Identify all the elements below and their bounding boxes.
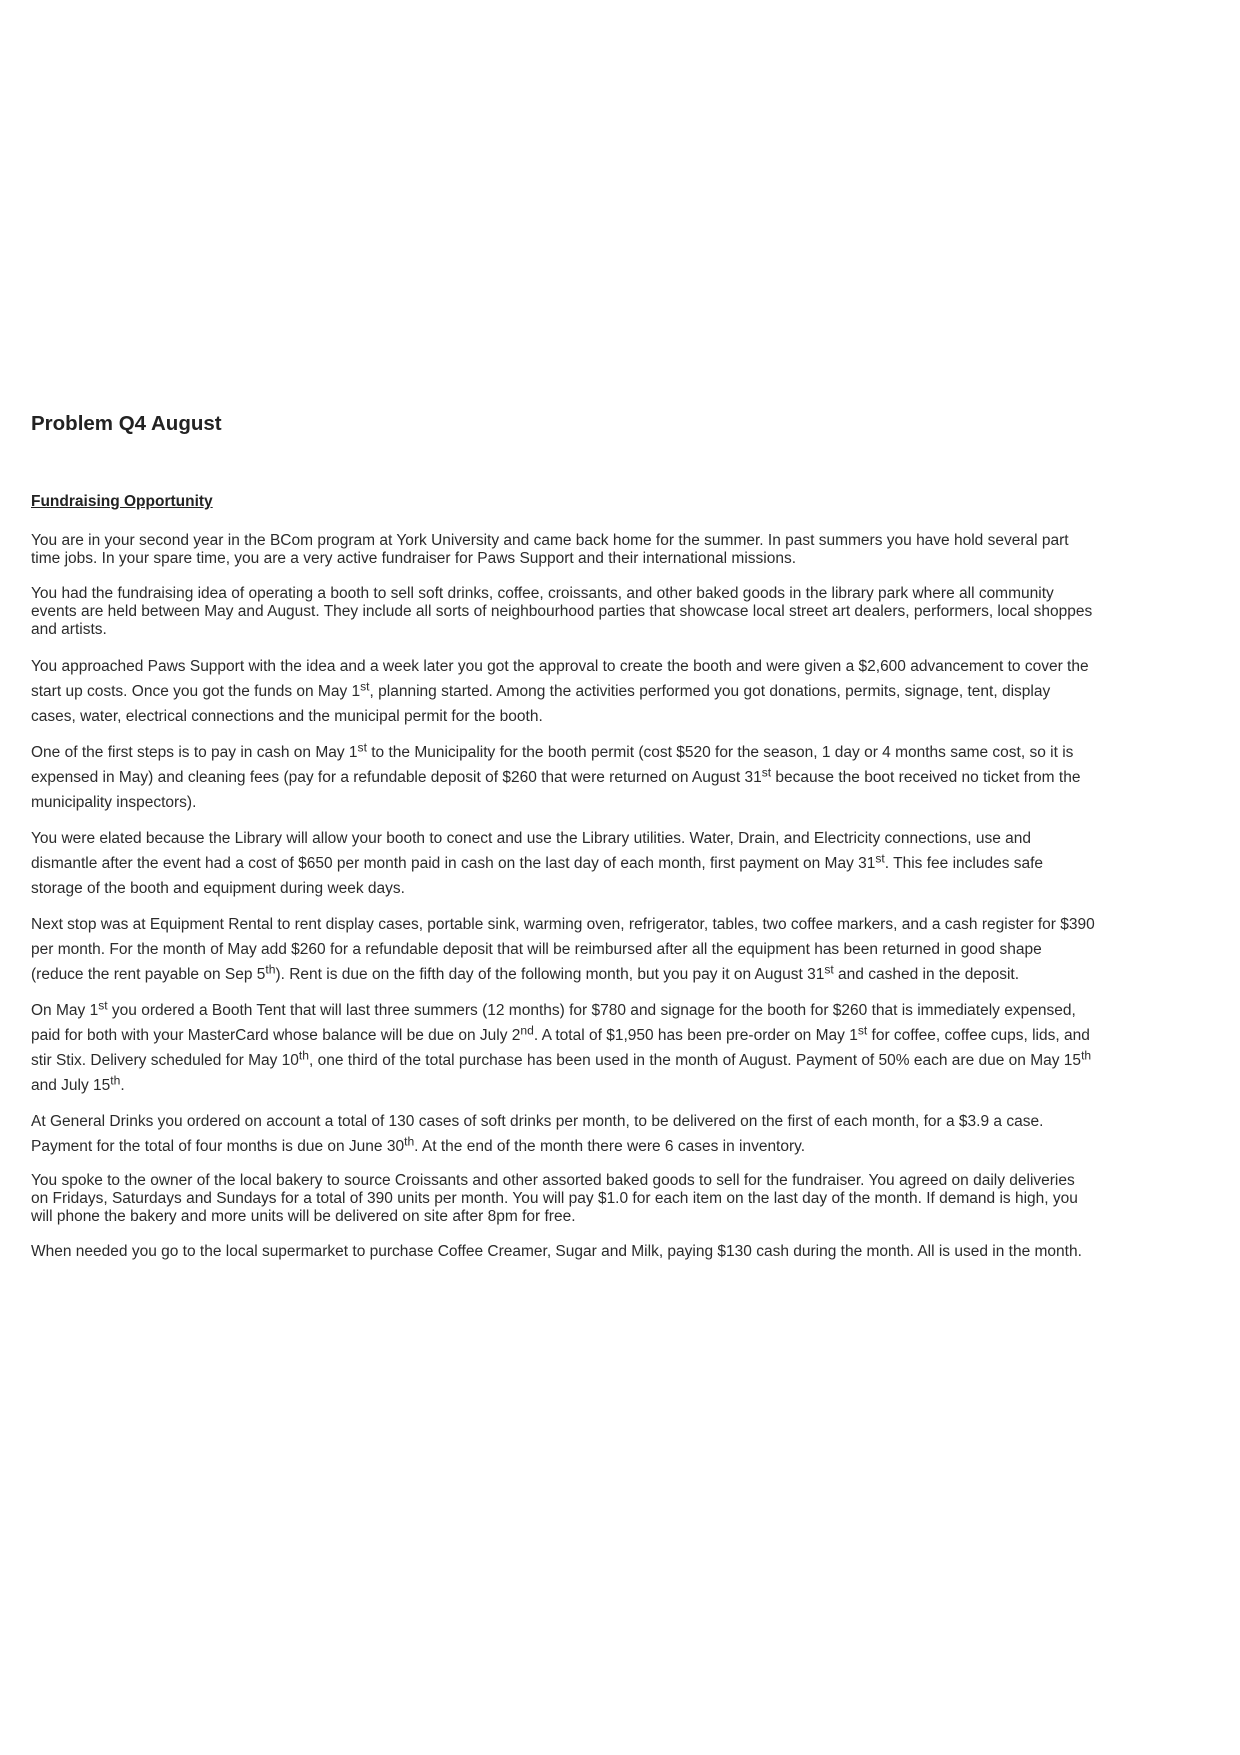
paragraph-booth-tent: On May 1st you ordered a Booth Tent that will last three summers (12 months) for $780 and signage for the booth for $260 that is immediately expensed, paid for both with your MasterCard whose balance will be due on July 2nd. A total of $1,950 has been pre-order on May 1st for coffee, coffee cups, lids, and stir Stix. Delivery scheduled for May 10th, one third of the total purchase has been used in the month of August. Payment of 50% each are due on May 15th and July 15th. bbox=[31, 998, 1092, 1094]
problem-text bbox=[31, 532, 1096, 1278]
paragraph-bakery: You spoke to the owner of the local bakery to source Croissants and other assorted baked goods to sell for the fundraiser. You agreed on daily deliveries on Fridays, Saturdays and Sundays for a total of 390 units per month. You will pay $1.0 for each item on the last day of the month. If demand is high, you will phone the bakery and more units will be delivered on site after 8pm for free. bbox=[31, 1172, 1078, 1225]
paragraph-equipment-rental: Next stop was at Equipment Rental to rent display cases, portable sink, warming oven, refrigerator, tables, two coffee markers, and a cash register for $390 per month. For the month of May add $260 for a refundable deposit that will be reimbursed after all the equipment has been returned in good shape (reduce the rent payable on Sep 5th). Rent is due on the fifth day of the following month, but you pay it on August 31st and cashed in the deposit. bbox=[31, 916, 1095, 983]
paragraph-booth-idea: You had the fundraising idea of operating a booth to sell soft drinks, coffee, croissants, and other baked goods in the library park where all community events are held between May and August. They include all sorts of neighbourhood parties that showcase local street art dealers, performers, local shoppes and artists. bbox=[31, 585, 1093, 638]
paragraph-municipal-permit: One of the first steps is to pay in cash on May 1st to the Municipality for the booth permit (cost $520 for the season, 1 day or 4 months same cost, so it is expensed in May) and cleaning fees (pay for a refundable deposit of $260 that were returned on August 31st because the boot received no ticket from the municipality inspectors). bbox=[31, 740, 1081, 811]
paragraph-supermarket: When needed you go to the local supermarket to purchase Coffee Creamer, Sugar and Milk, paying $130 cash during the month. All is used in the month. bbox=[31, 1243, 1082, 1260]
paragraph-advancement: You approached Paws Support with the idea and a week later you got the approval to create the booth and were given a $2,600 advancement to cover the start up costs. Once you got the funds on May 1st, planning started. Among the activities performed you got donations, permits, signage, tent, display cases, water, electrical connections and the municipal permit for the booth. bbox=[31, 658, 1089, 725]
paragraph-library-utilities: You were elated because the Library will allow your booth to conect and use the Library utilities. Water, Drain, and Electricity connections, use and dismantle after the event had a cost of $650 per month paid in cash on the last day of each month, first payment on May 31st. This fee includes safe storage of the booth and equipment during week days. bbox=[31, 830, 1044, 897]
paragraph-intro: You are in your second year in the BCom program at York University and came back home for the summer. In past summers you have hold several part time jobs. In your spare time, you are a very active fundraiser for Paws Support and their international missions. bbox=[31, 532, 1069, 567]
section-heading: Fundraising Opportunity bbox=[31, 493, 213, 510]
paragraph-general-drinks: At General Drinks you ordered on account a total of 130 cases of soft drinks per month, to be delivered on the first of each month, for a $3.9 a case. Payment for the total of four months is due on June 30th. At the end of the month there were 6 cases in inventory. bbox=[31, 1113, 1044, 1155]
problem-title: Problem Q4 August bbox=[31, 412, 222, 435]
